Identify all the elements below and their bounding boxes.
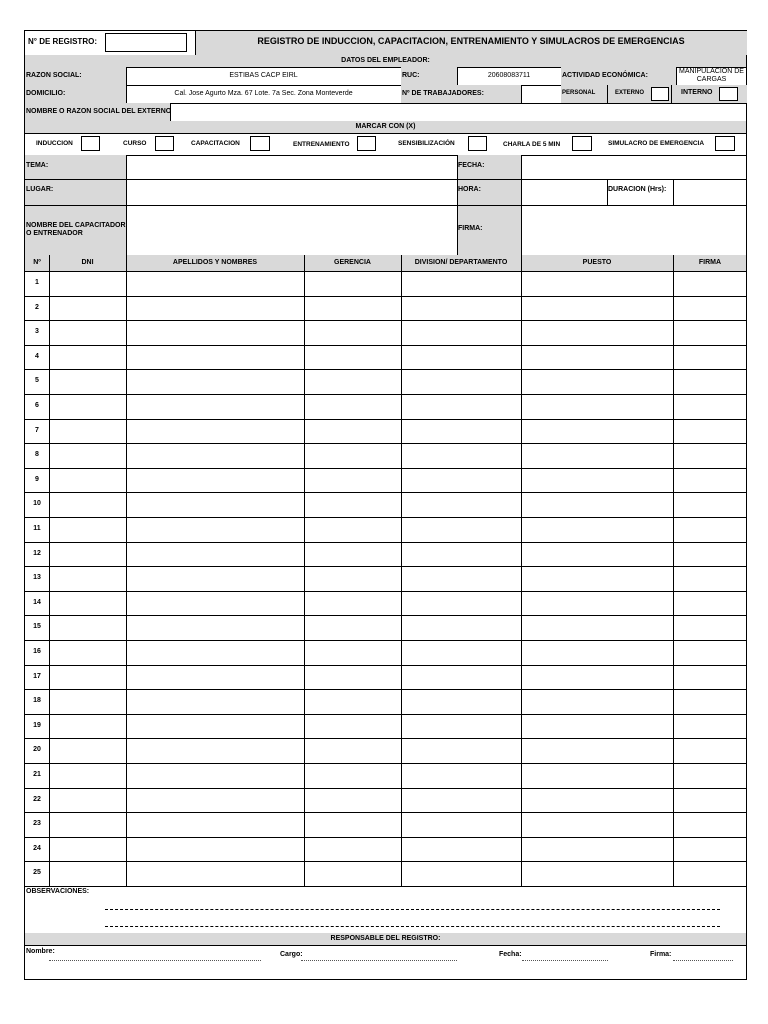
table-row[interactable] xyxy=(25,640,746,665)
razon-social-value[interactable]: ESTIBAS CACP EIRL xyxy=(229,72,298,79)
table-row[interactable] xyxy=(25,492,746,517)
table-row[interactable] xyxy=(25,566,746,591)
table-row[interactable] xyxy=(25,615,746,640)
table-row[interactable] xyxy=(25,542,746,567)
table-row[interactable] xyxy=(25,763,746,788)
ruc-label: RUC: xyxy=(402,72,420,79)
responsable-cargo-field[interactable] xyxy=(301,960,457,961)
table-row[interactable] xyxy=(25,812,746,837)
domicilio-label: DOMICILIO: xyxy=(26,90,66,97)
responsable-fecha-label: Fecha: xyxy=(499,951,522,958)
table-row[interactable] xyxy=(25,369,746,394)
row-number: 8 xyxy=(35,451,39,458)
row-number: 3 xyxy=(35,328,39,335)
responsable-firma-field[interactable] xyxy=(673,960,733,961)
row-number: 25 xyxy=(33,869,41,876)
form-title: REGISTRO DE INDUCCION, CAPACITACION, ENTRENAMIENTO Y SIMULACROS DE EMERGENCIAS xyxy=(257,36,685,46)
option-induccion-label: INDUCCION xyxy=(36,140,73,147)
row-number: 2 xyxy=(35,304,39,311)
firma-capacitador-label: FIRMA: xyxy=(458,225,483,232)
option-induccion-checkbox[interactable] xyxy=(81,136,100,151)
table-row[interactable] xyxy=(25,837,746,862)
col-header-no: Nº xyxy=(33,259,41,266)
table-row[interactable] xyxy=(25,394,746,419)
row-number: 12 xyxy=(33,550,41,557)
fecha-label: FECHA: xyxy=(458,162,485,169)
row-number: 18 xyxy=(33,697,41,704)
table-row[interactable] xyxy=(25,419,746,444)
col-header-puesto: PUESTO xyxy=(582,259,612,266)
trabajadores-label: Nº DE TRABAJADORES: xyxy=(402,90,484,97)
row-number: 16 xyxy=(33,648,41,655)
row-number: 20 xyxy=(33,746,41,753)
hora-label: HORA: xyxy=(458,186,481,193)
empleador-section-title: DATOS DEL EMPLEADOR: xyxy=(341,57,430,64)
row-number: 6 xyxy=(35,402,39,409)
option-simulacro-label: SIMULACRO DE EMERGENCIA xyxy=(608,140,705,147)
registro-number-input[interactable] xyxy=(105,33,187,52)
responsable-firma-label: Firma: xyxy=(650,951,672,958)
externo-label: EXTERNO xyxy=(615,90,645,96)
option-charla-label: CHARLA DE 5 MIN xyxy=(503,141,561,148)
observaciones-line-2[interactable] xyxy=(105,926,720,927)
col-header-division: DIVISION/ DEPARTAMENTO xyxy=(414,259,508,266)
table-row[interactable] xyxy=(25,665,746,690)
option-entrenamiento-checkbox[interactable] xyxy=(357,136,376,151)
row-number: 17 xyxy=(33,673,41,680)
option-charla-checkbox[interactable] xyxy=(572,136,592,151)
col-header-dni: DNI xyxy=(81,259,94,266)
interno-checkbox[interactable] xyxy=(719,87,738,101)
option-capacitacion-checkbox[interactable] xyxy=(250,136,270,151)
table-row[interactable] xyxy=(25,517,746,542)
table-row[interactable] xyxy=(25,788,746,813)
row-number: 7 xyxy=(35,427,39,434)
actividad-label: ACTIVIDAD ECONÓMICA: xyxy=(562,72,648,79)
registration-form xyxy=(24,30,747,980)
row-number: 5 xyxy=(35,377,39,384)
responsable-nombre-label: Nombre: xyxy=(26,948,55,955)
marcar-title: MARCAR CON (X) xyxy=(355,123,416,130)
razon-social-label: RAZON SOCIAL: xyxy=(26,72,82,79)
row-number: 1 xyxy=(35,279,39,286)
observaciones-line-1[interactable] xyxy=(105,909,720,910)
table-row[interactable] xyxy=(25,320,746,345)
table-row[interactable] xyxy=(25,296,746,321)
table-row[interactable] xyxy=(25,738,746,763)
option-capacitacion-label: CAPACITACION xyxy=(191,140,240,147)
externo-checkbox[interactable] xyxy=(651,87,669,101)
table-row[interactable] xyxy=(25,689,746,714)
col-header-firma: FIRMA xyxy=(698,259,722,266)
tema-label: TEMA: xyxy=(26,162,49,169)
table-row[interactable] xyxy=(25,468,746,493)
row-number: 19 xyxy=(33,722,41,729)
observaciones-label: OBSERVACIONES: xyxy=(26,888,90,895)
responsable-fecha-field[interactable] xyxy=(522,960,608,961)
option-curso-label: CURSO xyxy=(123,140,147,147)
row-number: 4 xyxy=(35,353,39,360)
row-number: 15 xyxy=(33,623,41,630)
option-curso-checkbox[interactable] xyxy=(155,136,174,151)
option-sensibilizacion-label: SENSIBILIZACIÓN xyxy=(398,140,455,147)
externo-nombre-label: NOMBRE O RAZON SOCIAL DEL EXTERNO xyxy=(26,108,172,115)
row-number: 21 xyxy=(33,771,41,778)
capacitador-label: NOMBRE DEL CAPACITADOR O ENTRENADOR xyxy=(26,222,126,237)
row-number: 11 xyxy=(33,525,41,532)
option-sensibilizacion-checkbox[interactable] xyxy=(468,136,487,151)
row-number: 24 xyxy=(33,845,41,852)
row-number: 23 xyxy=(33,820,41,827)
lugar-label: LUGAR: xyxy=(26,186,54,193)
col-header-nombres: APELLIDOS Y NOMBRES xyxy=(172,259,258,266)
responsable-title: RESPONSABLE DEL REGISTRO: xyxy=(330,935,441,942)
table-row[interactable] xyxy=(25,345,746,370)
domicilio-value[interactable]: Cal. Jose Agurto Mza. 67 Lote. 7a Sec. Zona Monteverde xyxy=(174,90,353,97)
table-row[interactable] xyxy=(25,714,746,739)
table-row[interactable] xyxy=(25,443,746,468)
table-row[interactable] xyxy=(25,861,746,886)
interno-label: INTERNO xyxy=(681,89,713,96)
row-number: 22 xyxy=(33,796,41,803)
table-row[interactable] xyxy=(25,591,746,616)
row-number: 9 xyxy=(35,476,39,483)
option-simulacro-checkbox[interactable] xyxy=(715,136,735,151)
registro-label: N° DE REGISTRO: xyxy=(28,37,97,46)
actividad-value[interactable]: MANIPULACION DE CARGAS xyxy=(679,68,744,83)
ruc-value[interactable]: 20608083711 xyxy=(487,72,531,79)
table-row[interactable] xyxy=(25,271,746,296)
responsable-nombre-field[interactable] xyxy=(49,960,261,961)
col-header-gerencia: GERENCIA xyxy=(334,259,371,266)
row-number: 10 xyxy=(33,500,41,507)
row-number: 13 xyxy=(33,574,41,581)
option-entrenamiento-label: ENTRENAMIENTO xyxy=(293,141,350,148)
row-number: 14 xyxy=(33,599,41,606)
personal-label: PERSONAL xyxy=(562,90,596,96)
responsable-cargo-label: Cargo: xyxy=(280,951,303,958)
duracion-label: DURACION (Hrs): xyxy=(608,186,667,193)
